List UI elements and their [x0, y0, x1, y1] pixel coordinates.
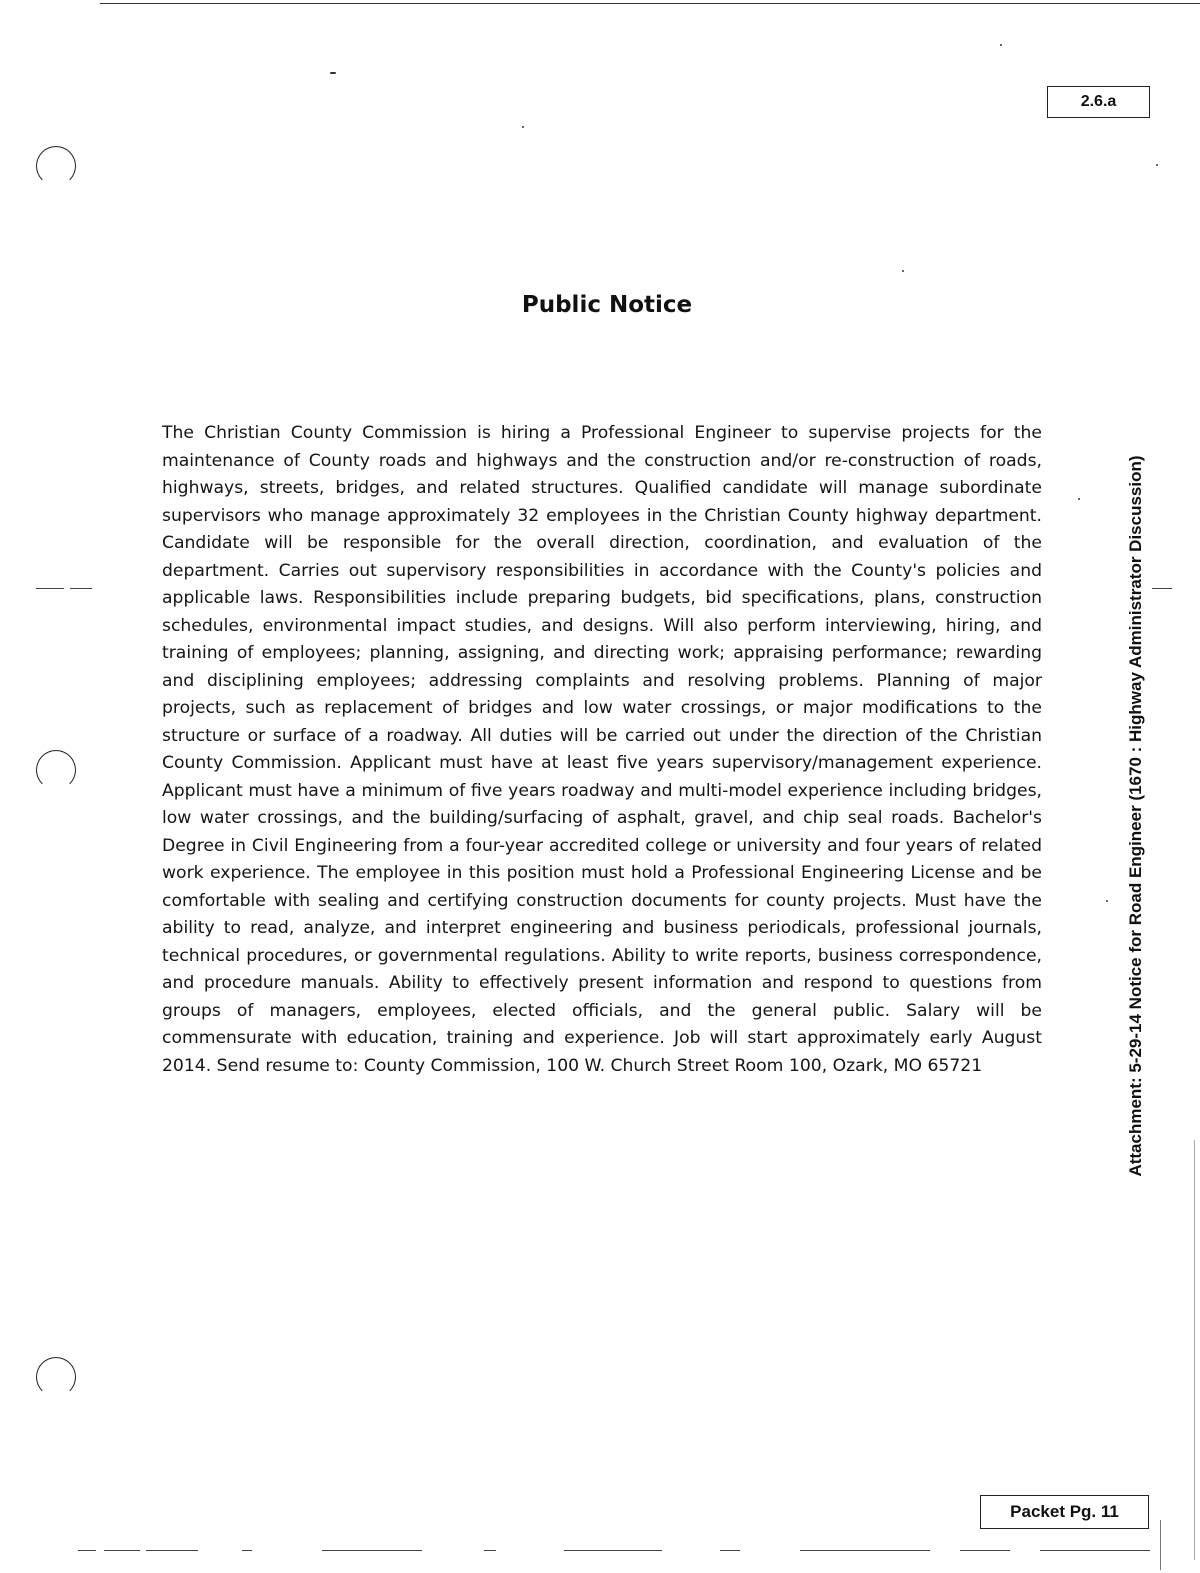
bottom-dash: [322, 1550, 422, 1551]
scan-speck: [1078, 498, 1080, 500]
packet-page-box: [980, 1495, 1149, 1529]
fold-mark-left-2: [70, 588, 92, 589]
right-edge-mark: [1194, 1140, 1195, 1560]
top-border-line: [100, 3, 1200, 4]
fold-mark-left: [36, 588, 64, 589]
punch-hole-top: [36, 146, 76, 186]
bottom-dash: [720, 1550, 740, 1551]
fold-mark-right: [1152, 588, 1172, 589]
bottom-dash: [242, 1550, 252, 1551]
bottom-dash: [960, 1550, 1010, 1551]
attachment-side-label-text: Attachment: 5-29-14 Notice for Road Engineer (1670 : Highway Administrator Discussion): [1126, 455, 1145, 1177]
punch-hole-bottom: [36, 1357, 76, 1397]
bottom-dash: [800, 1550, 930, 1551]
bottom-dash: [146, 1550, 198, 1551]
corner-mark: [1160, 1520, 1161, 1570]
agenda-item-tag-text: 2.6.a: [1080, 93, 1117, 110]
packet-page-number: Packet Pg. 11: [1010, 1502, 1119, 1521]
page-title: Public Notice: [521, 292, 693, 318]
scan-speck: [522, 126, 524, 128]
bottom-dash: [1040, 1550, 1150, 1551]
scan-speck: [330, 72, 336, 74]
bottom-dash: [484, 1550, 496, 1551]
scan-speck: [902, 270, 904, 272]
scan-speck: [1156, 164, 1158, 166]
scan-speck: [1106, 900, 1108, 902]
bottom-dash: [564, 1550, 662, 1551]
bottom-dash: [104, 1550, 140, 1551]
bottom-dash: [78, 1550, 96, 1551]
agenda-item-tag: [1047, 86, 1150, 118]
punch-hole-middle: [36, 750, 76, 790]
notice-body-text: The Christian County Commission is hiring a Professional Engineer to supervise projects for the maintenance of County roads and highways and the construction and/or re-construction of roads, highways, streets, bridges, and related structures. Qualified candidate will manage subordinate supervisors who manage approximately 32 employees in the Christian County highway department. Candidate will be responsible for the overall direction, coordination, and evaluation of the department. Carries out supervisory responsibilities in accordance with the County's policies and applicable laws. Responsibilities include preparing budgets, bid specifications, plans, construction schedules, environmental impact studies, and designs. Will also perform interviewing, hiring, and training of employees; planning, assigning, and directing work; appraising performance; rewarding and disciplining employees; addressing complaints and resolving problems. Planning of major projects, such as replacement of bridges and low water crossings, or major modifications to the structure or surface of a roadway. All duties will be carried out under the direction of the Christian County Commission. Applicant must have at least five years supervisory/management experience. Applicant must have a minimum of five years roadway and multi-model experience including bridges, low water crossings, and the building/surfacing of asphalt, gravel, and chip seal roads. Bachelor's Degree in Civil Engineering from a four-year accredited college or university and four years of related work experience. The employee in this position must hold a Professional Engineering License and be comfortable with sealing and certifying construction documents for county projects. Must have the ability to read, analyze, and interpret engineering and business periodicals, professional journals, technical procedures, or governmental regulations. Ability to write reports, business correspondence, and procedure manuals. Ability to effectively present information and respond to questions from groups of managers, employees, elected officials, and the general public. Salary will be commensurate with education, training and experience. Job will start approximately early August 2014. Send resume to: County Commission, 100 W. Church Street Room 100, Ozark, MO 65721: [162, 423, 1042, 1076]
scan-speck: [1000, 44, 1002, 46]
